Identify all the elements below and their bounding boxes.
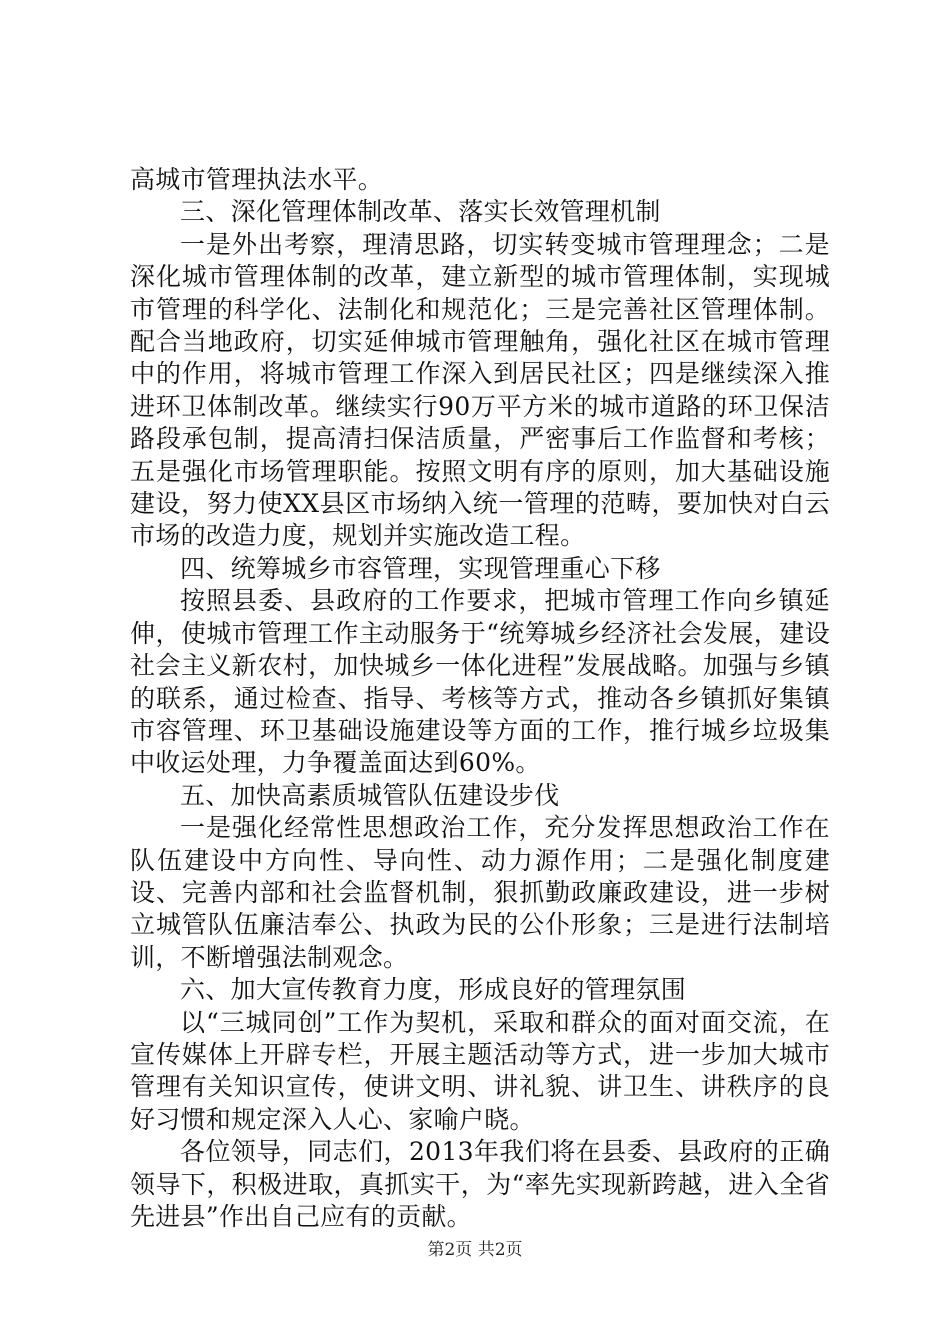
paragraph-section-5: 一是强化经常性思想政治工作，充分发挥思想政治工作在队伍建设中方向性、导向性、动力源作用；二是强化制度建设、完善内部和社会监督机制，狠抓勤政廉政建设，进一步树立城管队伍廉洁奉公、执政为民的公仆形象；三是进行法制培训，不断增强法制观念。 [130,813,830,972]
document-body [130,164,830,1233]
section-heading-5: 五、加快高素质城管队伍建设步伐 [180,780,560,810]
section-heading-4: 四、统筹城乡市容管理，实现管理重心下移 [180,553,661,583]
paragraph-section-3: 一是外出考察，理清思路，切实转变城市管理理念；二是深化城市管理体制的改革，建立新型的城市管理体制，实现城市管理的科学化、法制化和规范化；三是完善社区管理体制。配合当地政府，切实延伸城市管理触角，强化社区在城市管理中的作用，将城市管理工作深入到居民社区；四是继续深入推进环卫体制改革。继续实行90万平方米的城市道路的环卫保洁路段承包制，提高清扫保洁质量，严密事后工作监督和考核；五是强化市场管理职能。按照文明有序的原则，加大基础设施建设，努力使XX县区市场纳入统一管理的范畴，要加快对白云市场的改造力度，规划并实施改造工程。 [130,229,830,551]
section-heading-6: 六、加大宣传教育力度，形成良好的管理氛围 [180,975,687,1005]
section-heading-3: 三、深化管理体制改革、落实长效管理机制 [180,197,661,227]
paragraph-continuation: 高城市管理执法水平。 [130,165,384,194]
page-number-footer: 第2页 共2页 [427,1240,523,1260]
paragraph-section-4: 按照县委、县政府的工作要求，把城市管理工作向乡镇延伸，使城市管理工作主动服务于“统筹城乡经济社会发展，建设社会主义新农村，加快城乡一体化进程”发展战略。加强与乡镇的联系，通过检查、指导、考核等方式，推动各乡镇抓好集镇市容管理、环卫基础设施建设等方面的工作，推行城乡垃圾集中收运处理，力争覆盖面达到60%。 [130,586,830,778]
paragraph-section-6: 以“三城同创”工作为契机，采取和群众的面对面交流，在宣传媒体上开辟专栏，开展主题活动等方式，进一步加大城市管理有关知识宣传，使讲文明、讲礼貌、讲卫生、讲秩序的良好习惯和规定深入人心、家喻户晓。 [130,1007,830,1134]
paragraph-closing: 各位领导，同志们，2013年我们将在县委、县政府的正确领导下，积极进取，真抓实干，为“率先实现新跨越，进入全省先进县”作出自己应有的贡献。 [130,1137,830,1231]
